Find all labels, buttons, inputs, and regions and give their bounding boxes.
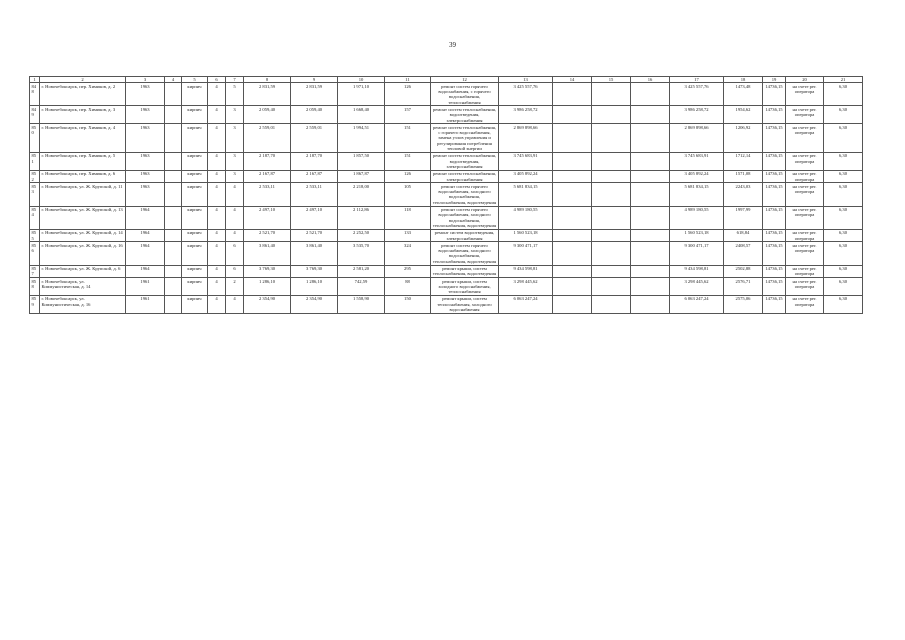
- cell-limit: 14736,15: [763, 170, 786, 183]
- cell-limit: 14736,15: [763, 183, 786, 206]
- cell-a2: 2 497,10: [291, 206, 338, 229]
- cell-empty: [553, 229, 592, 242]
- column-number: 11: [385, 77, 431, 83]
- cell-empty: [165, 242, 182, 265]
- table-row: [30, 183, 863, 206]
- cell-fee: 6,30: [824, 265, 863, 278]
- cell-year: 1961: [126, 278, 165, 296]
- cell-people: 151: [385, 152, 431, 170]
- cell-empty: [631, 124, 670, 152]
- cell-works: ремонт систем горячего водоснабжения, холодного водоснабжения, теплоснабжения, водоотведения: [431, 242, 499, 265]
- cell-per_sqm: 1206,92: [724, 124, 763, 152]
- column-number: 13: [499, 77, 553, 83]
- cell-works: ремонт систем горячего водоснабжения, с горячего водоснабжения, теплоснабжения: [431, 83, 499, 106]
- cell-n: 849: [30, 106, 40, 124]
- cell-per_sqm: 2408,57: [724, 242, 763, 265]
- cell-total: 9 300 471,17: [670, 242, 724, 265]
- cell-wall: кирпич: [182, 265, 208, 278]
- cell-empty: [165, 124, 182, 152]
- cell-a1: 2 497,10: [244, 206, 291, 229]
- cell-cost: 2 869 898,66: [499, 124, 553, 152]
- cell-method: на счете рег. оператора: [786, 278, 824, 296]
- table-row: [30, 83, 863, 106]
- cell-ent: 4: [226, 229, 244, 242]
- cell-a1: 3 769,30: [244, 265, 291, 278]
- cell-addr: г. Новочебоксарск, пер. Химиков, д. 2: [40, 83, 126, 106]
- cell-empty: [165, 183, 182, 206]
- cell-empty: [592, 83, 631, 106]
- cell-method: на счете рег. оператора: [786, 265, 824, 278]
- cell-empty: [592, 278, 631, 296]
- cell-wall: кирпич: [182, 229, 208, 242]
- cell-works: ремонт систем теплоснабжения, водоотведения, электроснабжения: [431, 152, 499, 170]
- cell-year: 1963: [126, 152, 165, 170]
- cell-floors: 4: [208, 183, 226, 206]
- cell-n: 850: [30, 124, 40, 152]
- cell-limit: 14736,15: [763, 106, 786, 124]
- cell-works: ремонт крыши, систем теплоснабжения, водоотведения: [431, 265, 499, 278]
- cell-fee: 6,30: [824, 106, 863, 124]
- cell-a3: 3 535,70: [338, 242, 385, 265]
- cell-works: ремонт систем горячего водоснабжения, холодного водоснабжения, теплоснабжения, водоотведения: [431, 206, 499, 229]
- cell-empty: [553, 152, 592, 170]
- cell-a3: 2 112,86: [338, 206, 385, 229]
- cell-cost: 5 681 834,15: [499, 183, 553, 206]
- cell-fee: 6,30: [824, 229, 863, 242]
- cell-limit: 14736,15: [763, 229, 786, 242]
- cell-wall: кирпич: [182, 278, 208, 296]
- cell-a3: 742,59: [338, 278, 385, 296]
- cell-wall: кирпич: [182, 83, 208, 106]
- cell-limit: 14736,15: [763, 124, 786, 152]
- cell-empty: [553, 106, 592, 124]
- cell-n: 857: [30, 265, 40, 278]
- cell-ent: 4: [226, 295, 244, 313]
- cell-year: 1963: [126, 106, 165, 124]
- cell-n: 848: [30, 83, 40, 106]
- cell-year: 1963: [126, 183, 165, 206]
- cell-empty: [165, 295, 182, 313]
- cell-fee: 6,30: [824, 152, 863, 170]
- cell-method: на счете рег. оператора: [786, 106, 824, 124]
- cell-a1: 2 167,87: [244, 170, 291, 183]
- cell-a2: 3 769,30: [291, 265, 338, 278]
- cell-works: ремонт систем теплоснабжения, с горячего водоснабжения, замена узлов управления и регулирования потребления тепловой энергии: [431, 124, 499, 152]
- cell-per_sqm: 1473,48: [724, 83, 763, 106]
- cell-wall: кирпич: [182, 242, 208, 265]
- cell-year: 1961: [126, 295, 165, 313]
- cell-empty: [631, 295, 670, 313]
- table-row: [30, 295, 863, 313]
- table-row: [30, 152, 863, 170]
- cell-a3: 2 581,20: [338, 265, 385, 278]
- cell-empty: [631, 265, 670, 278]
- cell-method: на счете рег. оператора: [786, 83, 824, 106]
- cell-empty: [631, 106, 670, 124]
- cell-floors: 4: [208, 265, 226, 278]
- cell-cost: 3 986 258,72: [499, 106, 553, 124]
- cell-method: на счете рег. оператора: [786, 229, 824, 242]
- cell-empty: [631, 278, 670, 296]
- cell-empty: [165, 278, 182, 296]
- cell-a3: 1 867,87: [338, 170, 385, 183]
- column-number: 12: [431, 77, 499, 83]
- cell-empty: [165, 229, 182, 242]
- cell-ent: 6: [226, 242, 244, 265]
- cell-a3: 1 857,50: [338, 152, 385, 170]
- cell-per_sqm: 2243,03: [724, 183, 763, 206]
- cell-n: 854: [30, 206, 40, 229]
- cell-method: на счете рег. оператора: [786, 206, 824, 229]
- cell-ent: 4: [226, 183, 244, 206]
- column-number: 7: [226, 77, 244, 83]
- column-number: 8: [244, 77, 291, 83]
- cell-floors: 4: [208, 242, 226, 265]
- cell-empty: [165, 170, 182, 183]
- cell-a3: 2 218,00: [338, 183, 385, 206]
- cell-limit: 14736,15: [763, 242, 786, 265]
- cell-empty: [631, 152, 670, 170]
- cell-n: 853: [30, 183, 40, 206]
- column-number: 19: [763, 77, 786, 83]
- cell-empty: [553, 183, 592, 206]
- cell-addr: г. Новочебоксарск, ул. Коммунистическая, д. 16: [40, 295, 126, 313]
- cell-a1: 2 521,70: [244, 229, 291, 242]
- column-number: 21: [824, 77, 863, 83]
- cell-addr: г. Новочебоксарск, пер. Химиков, д. 3: [40, 106, 126, 124]
- cell-limit: 14736,15: [763, 295, 786, 313]
- cell-empty: [592, 242, 631, 265]
- cell-fee: 6,30: [824, 83, 863, 106]
- cell-ent: 3: [226, 170, 244, 183]
- cell-empty: [553, 83, 592, 106]
- cell-people: 133: [385, 229, 431, 242]
- cell-people: 157: [385, 106, 431, 124]
- cell-empty: [631, 83, 670, 106]
- cell-floors: 4: [208, 206, 226, 229]
- cell-fee: 6,30: [824, 242, 863, 265]
- cell-addr: г. Новочебоксарск, ул. Ж. Крупской, д. 11: [40, 183, 126, 206]
- cell-n: 856: [30, 242, 40, 265]
- cell-floors: 4: [208, 152, 226, 170]
- table-row: [30, 124, 863, 152]
- cell-empty: [553, 265, 592, 278]
- cell-total: 9 434 598,81: [670, 265, 724, 278]
- table-row: [30, 265, 863, 278]
- cell-ent: 3: [226, 106, 244, 124]
- cell-floors: 4: [208, 83, 226, 106]
- cell-wall: кирпич: [182, 183, 208, 206]
- cell-wall: кирпич: [182, 206, 208, 229]
- cell-empty: [165, 265, 182, 278]
- cell-empty: [553, 170, 592, 183]
- cell-cost: 3 425 557,76: [499, 83, 553, 106]
- cell-people: 118: [385, 206, 431, 229]
- cell-empty: [592, 124, 631, 152]
- cell-limit: 14736,15: [763, 83, 786, 106]
- table-row: [30, 206, 863, 229]
- cell-fee: 6,30: [824, 206, 863, 229]
- cell-total: 3 986 258,72: [670, 106, 724, 124]
- cell-ent: 3: [226, 124, 244, 152]
- cell-floors: 4: [208, 170, 226, 183]
- cell-cost: 3 745 683,91: [499, 152, 553, 170]
- cell-empty: [553, 206, 592, 229]
- cell-a2: 2 354,90: [291, 295, 338, 313]
- cell-n: 851: [30, 152, 40, 170]
- cell-empty: [631, 206, 670, 229]
- cell-empty: [165, 152, 182, 170]
- cell-a1: 2 354,90: [244, 295, 291, 313]
- column-number: 20: [786, 77, 824, 83]
- column-number: 18: [724, 77, 763, 83]
- table-row: [30, 106, 863, 124]
- cell-fee: 6,30: [824, 124, 863, 152]
- column-number: 4: [165, 77, 182, 83]
- cell-empty: [592, 106, 631, 124]
- cell-total: 2 869 898,66: [670, 124, 724, 152]
- page-number: 39: [449, 41, 456, 49]
- cell-works: ремонт систем горячего водоснабжения, холодного водоснабжения, теплоснабжения, водоотведения: [431, 183, 499, 206]
- cell-n: 852: [30, 170, 40, 183]
- cell-cost: 9 434 598,81: [499, 265, 553, 278]
- cell-floors: 4: [208, 106, 226, 124]
- register-table: [29, 76, 863, 314]
- cell-floors: 4: [208, 295, 226, 313]
- cell-method: на счете рег. оператора: [786, 183, 824, 206]
- table-row: [30, 278, 863, 296]
- cell-empty: [592, 265, 631, 278]
- cell-n: 855: [30, 229, 40, 242]
- cell-year: 1964: [126, 229, 165, 242]
- cell-a2: 2 167,87: [291, 170, 338, 183]
- column-number: 3: [126, 77, 165, 83]
- cell-addr: г. Новочебоксарск, ул. Ж. Крупской, д. 6: [40, 265, 126, 278]
- cell-empty: [631, 183, 670, 206]
- cell-empty: [631, 242, 670, 265]
- cell-per_sqm: 1997,99: [724, 206, 763, 229]
- cell-addr: г. Новочебоксарск, ул. Коммунистическая, д. 14: [40, 278, 126, 296]
- column-number: 9: [291, 77, 338, 83]
- cell-per_sqm: 2575,06: [724, 295, 763, 313]
- cell-empty: [553, 124, 592, 152]
- cell-floors: 4: [208, 229, 226, 242]
- cell-fee: 6,30: [824, 170, 863, 183]
- cell-empty: [592, 170, 631, 183]
- column-number: 17: [670, 77, 724, 83]
- column-number: 15: [592, 77, 631, 83]
- cell-empty: [592, 295, 631, 313]
- cell-cost: 1 560 523,18: [499, 229, 553, 242]
- cell-cost: 4 989 180,55: [499, 206, 553, 229]
- cell-year: 1964: [126, 242, 165, 265]
- cell-empty: [592, 152, 631, 170]
- column-number: 16: [631, 77, 670, 83]
- cell-addr: г. Новочебоксарск, ул. Ж. Крупской, д. 13: [40, 206, 126, 229]
- cell-cost: 6 063 247,24: [499, 295, 553, 313]
- cell-a1: 2 187,70: [244, 152, 291, 170]
- cell-empty: [165, 206, 182, 229]
- cell-a3: 1 994,51: [338, 124, 385, 152]
- cell-empty: [553, 242, 592, 265]
- cell-addr: г. Новочебоксарск, пер. Химиков, д. 4: [40, 124, 126, 152]
- cell-method: на счете рег. оператора: [786, 295, 824, 313]
- cell-addr: г. Новочебоксарск, пер. Химиков, д. 6: [40, 170, 126, 183]
- cell-people: 126: [385, 170, 431, 183]
- cell-people: 126: [385, 83, 431, 106]
- cell-a1: 1 286,10: [244, 278, 291, 296]
- cell-fee: 6,30: [824, 295, 863, 313]
- cell-a2: 2 521,70: [291, 229, 338, 242]
- cell-a3: 1 668,40: [338, 106, 385, 124]
- cell-year: 1963: [126, 124, 165, 152]
- cell-year: 1963: [126, 83, 165, 106]
- cell-empty: [165, 106, 182, 124]
- cell-year: 1963: [126, 170, 165, 183]
- cell-total: 3 298 445,62: [670, 278, 724, 296]
- cell-a2: 1 286,10: [291, 278, 338, 296]
- cell-limit: 14736,15: [763, 278, 786, 296]
- cell-a2: 2 187,70: [291, 152, 338, 170]
- cell-method: на счете рег. оператора: [786, 152, 824, 170]
- cell-cost: 3 298 445,62: [499, 278, 553, 296]
- cell-people: 105: [385, 183, 431, 206]
- cell-floors: 4: [208, 278, 226, 296]
- cell-empty: [631, 229, 670, 242]
- cell-wall: кирпич: [182, 106, 208, 124]
- cell-a3: 1 558,90: [338, 295, 385, 313]
- cell-a1: 2 059,40: [244, 106, 291, 124]
- cell-per_sqm: 2576,71: [724, 278, 763, 296]
- column-number: 6: [208, 77, 226, 83]
- cell-a3: 2 252,50: [338, 229, 385, 242]
- cell-empty: [631, 170, 670, 183]
- cell-empty: [553, 278, 592, 296]
- cell-a1: 2 559,01: [244, 124, 291, 152]
- column-number: 10: [338, 77, 385, 83]
- cell-people: 88: [385, 278, 431, 296]
- cell-empty: [592, 206, 631, 229]
- cell-addr: г. Новочебоксарск, ул. Ж. Крупской, д. 16: [40, 242, 126, 265]
- cell-a2: 3 861,40: [291, 242, 338, 265]
- cell-total: 3 405 892,24: [670, 170, 724, 183]
- cell-empty: [592, 183, 631, 206]
- cell-total: 3 425 557,76: [670, 83, 724, 106]
- cell-works: ремонт систем водоотведения, электроснабжения: [431, 229, 499, 242]
- cell-people: 150: [385, 295, 431, 313]
- cell-works: ремонт крыши, систем теплоснабжения, холодного водоснабжения: [431, 295, 499, 313]
- column-number: 14: [553, 77, 592, 83]
- cell-ent: 2: [226, 278, 244, 296]
- cell-empty: [592, 229, 631, 242]
- cell-fee: 6,30: [824, 183, 863, 206]
- cell-method: на счете рег. оператора: [786, 242, 824, 265]
- table-row: [30, 229, 863, 242]
- cell-ent: 4: [226, 206, 244, 229]
- cell-total: 3 745 683,91: [670, 152, 724, 170]
- cell-wall: кирпич: [182, 295, 208, 313]
- cell-per_sqm: 1954,62: [724, 106, 763, 124]
- cell-a3: 1 971,10: [338, 83, 385, 106]
- cell-ent: 5: [226, 83, 244, 106]
- cell-limit: 14736,15: [763, 206, 786, 229]
- cell-method: на счете рег. оператора: [786, 124, 824, 152]
- cell-year: 1964: [126, 265, 165, 278]
- cell-a2: 2 559,01: [291, 124, 338, 152]
- cell-empty: [165, 83, 182, 106]
- cell-a2: 2 533,11: [291, 183, 338, 206]
- cell-a1: 2 831,59: [244, 83, 291, 106]
- cell-empty: [553, 295, 592, 313]
- cell-a2: 2 059,40: [291, 106, 338, 124]
- cell-ent: 6: [226, 265, 244, 278]
- column-number: 1: [30, 77, 40, 83]
- cell-per_sqm: 2502,88: [724, 265, 763, 278]
- cell-people: 324: [385, 242, 431, 265]
- cell-people: 151: [385, 124, 431, 152]
- column-number: 2: [40, 77, 126, 83]
- cell-total: 4 989 180,55: [670, 206, 724, 229]
- cell-per_sqm: 1712,14: [724, 152, 763, 170]
- cell-cost: 9 300 471,17: [499, 242, 553, 265]
- cell-per_sqm: 1571,08: [724, 170, 763, 183]
- cell-wall: кирпич: [182, 170, 208, 183]
- cell-works: ремонт систем теплоснабжения, электроснабжения: [431, 170, 499, 183]
- cell-addr: г. Новочебоксарск, ул. Ж. Крупской, д. 14: [40, 229, 126, 242]
- cell-fee: 6,30: [824, 278, 863, 296]
- cell-total: 1 560 523,18: [670, 229, 724, 242]
- cell-cost: 3 405 892,24: [499, 170, 553, 183]
- cell-n: 858: [30, 278, 40, 296]
- cell-year: 1964: [126, 206, 165, 229]
- table-row: [30, 242, 863, 265]
- cell-limit: 14736,15: [763, 152, 786, 170]
- cell-ent: 3: [226, 152, 244, 170]
- cell-wall: кирпич: [182, 152, 208, 170]
- cell-works: ремонт систем теплоснабжения, водоотведения, электроснабжения: [431, 106, 499, 124]
- cell-addr: г. Новочебоксарск, пер. Химиков, д. 5: [40, 152, 126, 170]
- cell-total: 6 063 247,24: [670, 295, 724, 313]
- cell-a1: 2 533,11: [244, 183, 291, 206]
- cell-a2: 2 831,59: [291, 83, 338, 106]
- column-number: 5: [182, 77, 208, 83]
- table-row: [30, 170, 863, 183]
- cell-n: 859: [30, 295, 40, 313]
- cell-per_sqm: 618,84: [724, 229, 763, 242]
- cell-a1: 3 861,40: [244, 242, 291, 265]
- cell-limit: 14736,15: [763, 265, 786, 278]
- cell-people: 295: [385, 265, 431, 278]
- cell-total: 5 681 834,15: [670, 183, 724, 206]
- cell-method: на счете рег. оператора: [786, 170, 824, 183]
- cell-floors: 4: [208, 124, 226, 152]
- cell-wall: кирпич: [182, 124, 208, 152]
- cell-works: ремонт крыши, систем холодного водоснабжения, теплоснабжения: [431, 278, 499, 296]
